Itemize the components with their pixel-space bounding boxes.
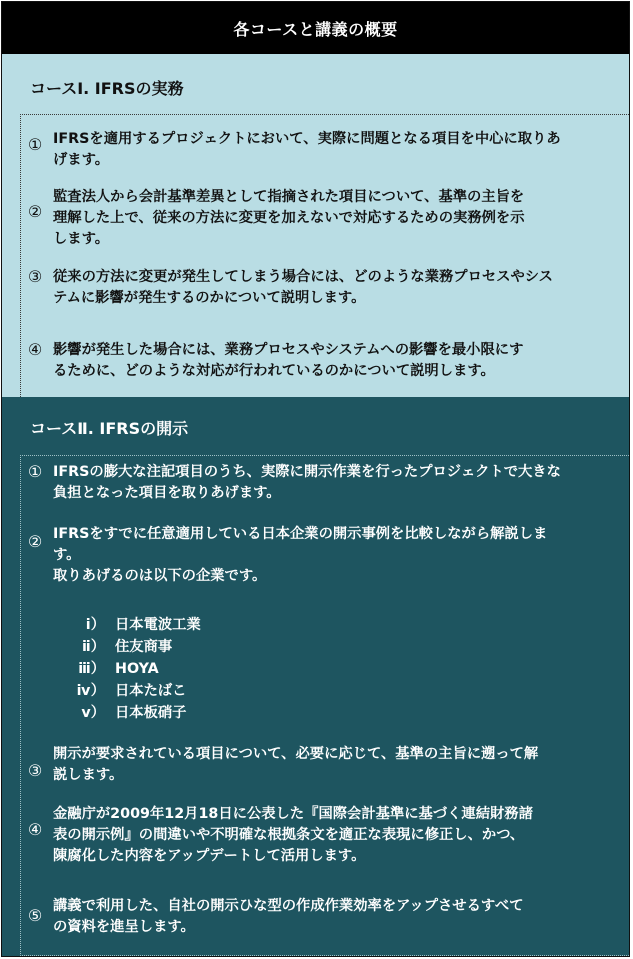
item-number: ④ xyxy=(27,820,43,839)
item-number: ③ xyxy=(27,267,43,286)
course1-title: コースⅠ. IFRSの実務 xyxy=(30,79,184,98)
item-number: ⑤ xyxy=(27,906,43,925)
item-text: 影響が発生した場合には、業務プロセスやシステムへの影響を最小限にす るために、どのような対応が行われているのかについて説明します。 xyxy=(53,342,524,379)
company-name: HOYA xyxy=(115,661,159,677)
company-list-item xyxy=(65,658,159,680)
overview-table xyxy=(1,1,630,957)
item-number: ③ xyxy=(27,761,43,780)
item-text: IFRSをすでに任意適用している日本企業の開示事例を比較しながら解説しま す。 取りあげるのは以下の企業です。 xyxy=(53,526,548,584)
company-list-item xyxy=(65,702,186,724)
item-number: ② xyxy=(27,202,43,221)
company-roman: ⅰ） xyxy=(85,617,105,633)
course2-items-box xyxy=(20,455,629,956)
company-roman: ⅳ） xyxy=(76,683,105,699)
item-number: ① xyxy=(27,135,43,154)
company-list-item xyxy=(65,614,201,636)
table-title: 各コースと講義の概要 xyxy=(233,19,398,39)
company-roman: ⅴ） xyxy=(81,705,105,721)
company-name: 日本板硝子 xyxy=(115,705,187,721)
item-text: IFRSの膨大な注記項目のうち、実際に開示作業を行ったプロジェクトで大きな 負担となった項目を取りあげます。 xyxy=(53,464,561,501)
company-name: 住友商事 xyxy=(115,639,173,655)
item-text: 講義で利用した、自社の開示ひな型の作成作業効率をアップさせるすべて の資料を進呈します。 xyxy=(53,898,524,935)
company-name: 日本たばこ xyxy=(115,683,187,699)
course2-section xyxy=(2,397,629,957)
course1-section xyxy=(2,54,629,397)
item-number: ④ xyxy=(27,340,43,359)
company-list-item xyxy=(65,636,172,658)
item-text: 監査法人から会計基準差異として指摘された項目について、基準の主旨を 理解した上で、従来の方法に変更を加えないで対応するための実務例を示 します。 xyxy=(53,189,525,247)
item-text: 従来の方法に変更が発生してしまう場合には、どのような業務プロセスやシス テムに影響が発生するのかについて説明します。 xyxy=(53,269,553,306)
company-roman: ⅱ） xyxy=(82,639,105,655)
course2-title: コースⅡ. IFRSの開示 xyxy=(30,419,189,438)
item-text: 開示が要求されている項目について、必要に応じて、基準の主旨に遡って解 説します。 xyxy=(53,746,539,783)
company-name: 日本電波工業 xyxy=(115,617,201,633)
company-roman: ⅲ） xyxy=(78,661,105,677)
item-text: IFRSを適用するプロジェクトにおいて、実際に問題となる項目を中心に取りあ げます。 xyxy=(53,131,561,168)
item-text: 金融庁が2009年12月18日に公表した『国際会計基準に基づく連結財務諸 表の開示例』の間違いや不明確な根拠条文を適正な表現に修正し、かつ、 陳腐化した内容をアップデートして活用します。 xyxy=(53,806,533,864)
item-number: ② xyxy=(27,532,43,551)
company-list-item xyxy=(65,680,186,702)
item-number: ① xyxy=(27,462,43,481)
table-header xyxy=(2,2,629,54)
course1-items-box xyxy=(20,114,629,397)
